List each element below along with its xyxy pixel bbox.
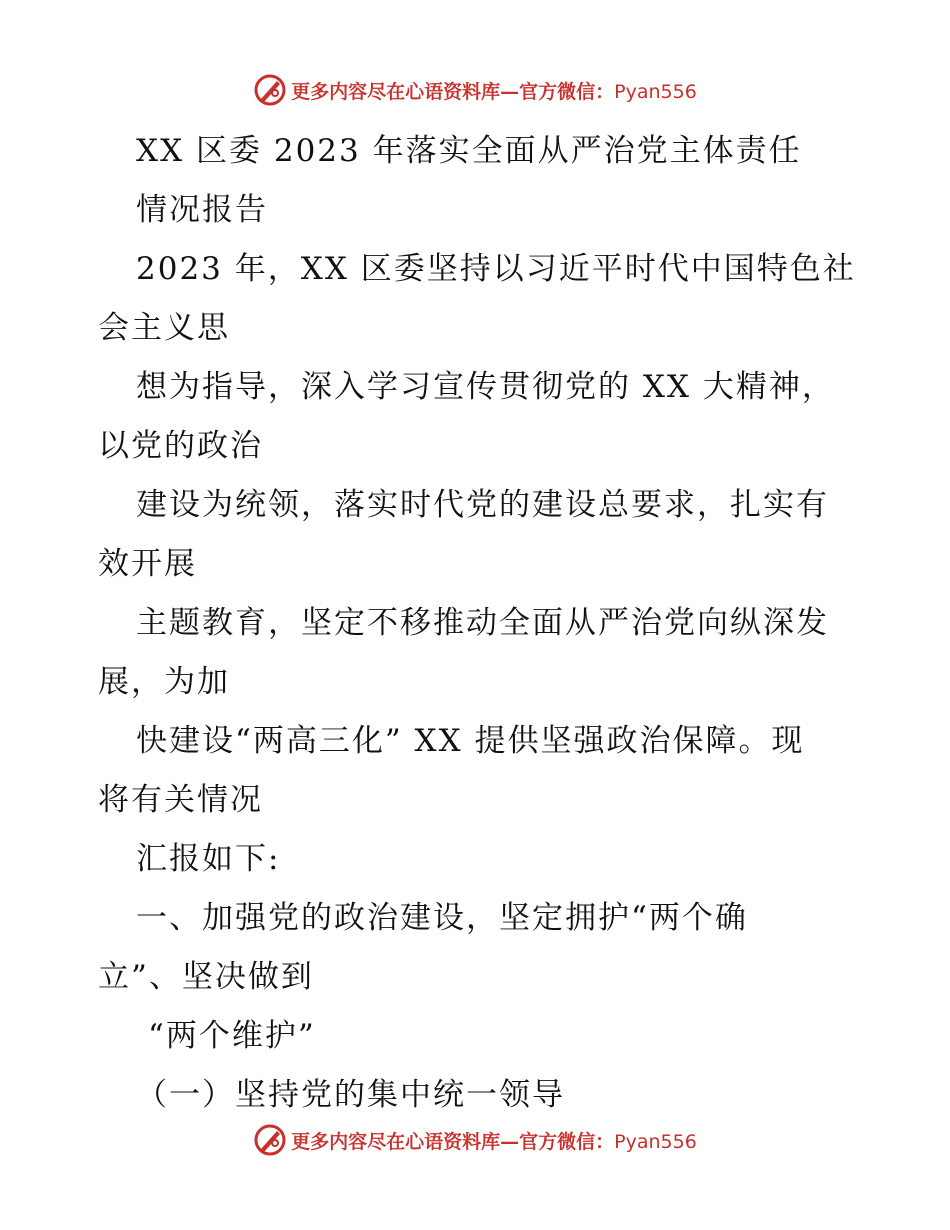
section-heading-line: 立”、坚决做到 [98, 959, 314, 995]
paragraph-line: 快建设“两高三化” XX 提供坚强政治保障。现 [136, 723, 805, 759]
paragraph-line: 效开展 [98, 546, 197, 582]
header-watermark-banner [0, 70, 950, 110]
paragraph-line: 将有关情况 [98, 782, 263, 818]
paragraph-line: 2023 年，XX 区委坚持以习近平时代中国特色社 [136, 251, 856, 287]
wechat-handle: Pyan556 [614, 80, 697, 103]
subsection-heading-line: （一）坚持党的集中统一领导 [136, 1077, 565, 1113]
paragraph-line: 想为指导，深入学习宣传贯彻党的 XX 大精神， [136, 369, 835, 405]
pen-logo-icon [253, 1123, 287, 1157]
paragraph-line: 建设为统领，落实时代党的建设总要求，扎实有 [136, 487, 829, 523]
paragraph-line: 汇报如下: [136, 841, 281, 877]
banner-text: 更多内容尽在心语资料库—官方微信：Pyan556 [291, 80, 697, 103]
doc-title-line-1: XX 区委 2023 年落实全面从严治党主体责任 [136, 133, 802, 169]
paragraph-line: 以党的政治 [98, 428, 263, 464]
footer-watermark-banner [0, 1120, 950, 1160]
section-heading-line: “两个维护” [148, 1018, 316, 1054]
paragraph-line: 会主义思 [98, 310, 230, 346]
document-body [98, 122, 858, 1125]
banner-text: 更多内容尽在心语资料库—官方微信：Pyan556 [291, 1130, 697, 1153]
pen-logo-icon [253, 73, 287, 107]
section-heading-line: 一、加强党的政治建设，坚定拥护“两个确 [136, 900, 748, 936]
wechat-handle: Pyan556 [614, 1130, 697, 1153]
paragraph-line: 主题教育，坚定不移推动全面从严治党向纵深发 [136, 605, 829, 641]
paragraph-line: 展，为加 [98, 664, 230, 700]
doc-title-line-2: 情况报告 [136, 192, 268, 228]
